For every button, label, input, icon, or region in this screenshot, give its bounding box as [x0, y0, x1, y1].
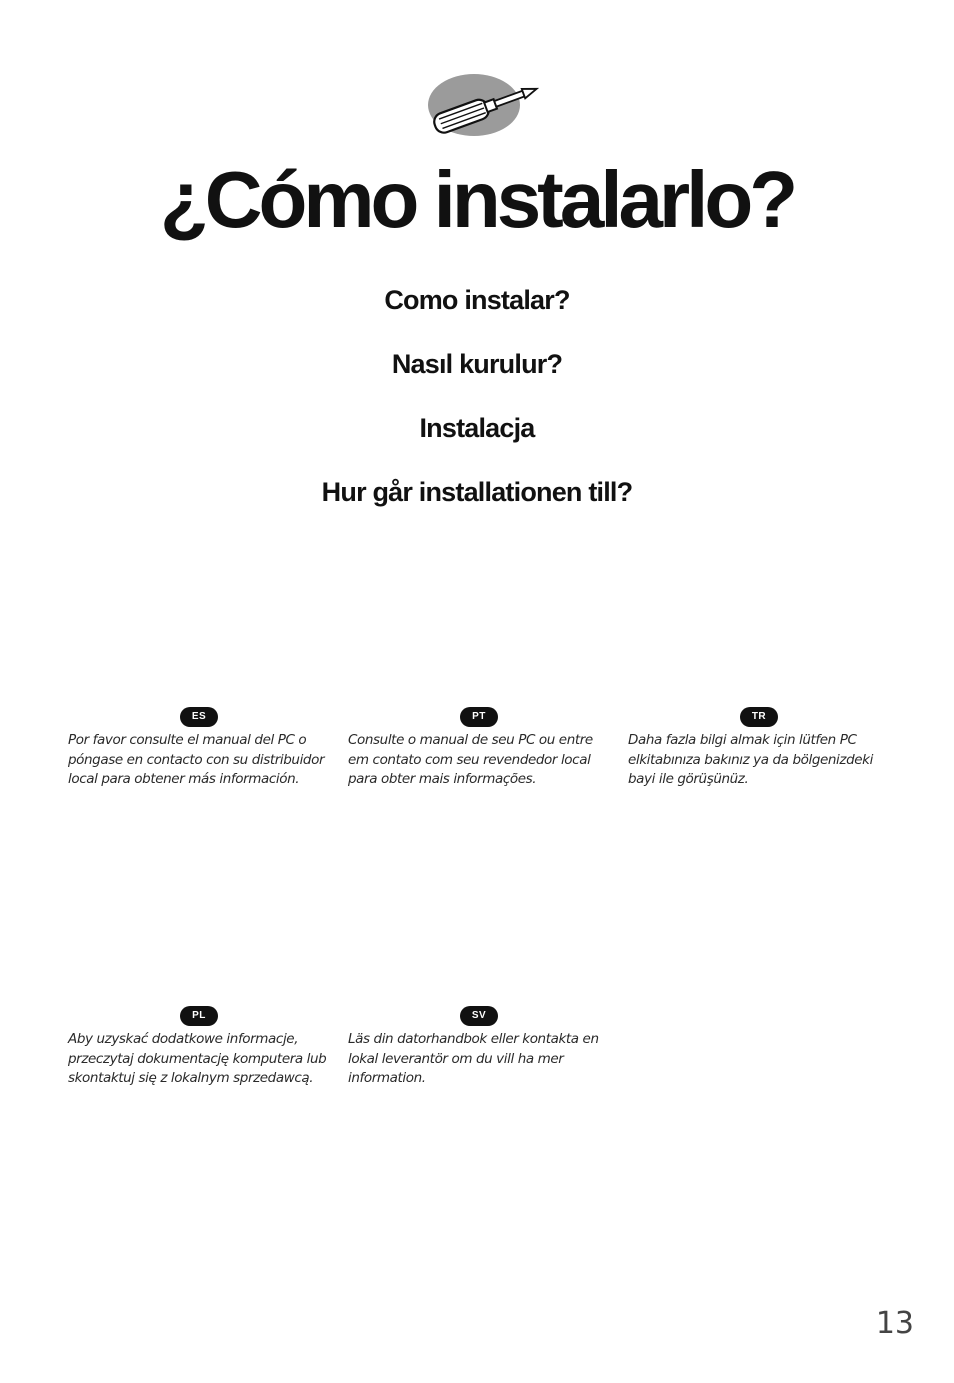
- note-pl: [68, 1006, 330, 1089]
- subtitle-tr: Nasıl kurulur?: [391, 349, 563, 379]
- language-badge: PT: [460, 707, 498, 727]
- language-badge: PL: [180, 1006, 218, 1026]
- language-badge: ES: [180, 707, 218, 727]
- subtitle-pt: Como instalar?: [384, 285, 570, 315]
- subtitle-pl: Instalacja: [419, 413, 535, 443]
- note-text: Daha fazla bilgi almak için lütfen PC elkitabınıza bakınız ya da bölgenizdeki bayi ile görüşünüz.: [628, 732, 873, 787]
- note-pt: [348, 707, 610, 790]
- page-title: ¿Cómo instalarlo?: [159, 155, 795, 244]
- note-text: Aby uzyskać dodatkowe informacje, przeczytaj dokumentację komputera lub skontaktuj się z lokalnym sprzedawcą.: [68, 1031, 327, 1086]
- subtitle-list: [0, 278, 954, 534]
- language-badge: TR: [740, 707, 778, 727]
- note-text: Por favor consulte el manual del PC o póngase en contacto con su distribuidor local para obtener más información.: [68, 732, 325, 787]
- note-sv: [348, 1006, 610, 1089]
- note-es: [68, 707, 330, 790]
- screwdriver-icon: [426, 72, 544, 138]
- language-badge: SV: [460, 1006, 498, 1026]
- subtitle-sv: Hur går installationen till?: [321, 477, 633, 507]
- note-tr: [628, 707, 890, 790]
- note-text: Läs din datorhandbok eller kontakta en lokal leverantör om du vill ha mer information.: [348, 1031, 599, 1086]
- note-text: Consulte o manual de seu PC ou entre em contato com seu revendedor local para obter mais informações.: [348, 732, 593, 787]
- page-number: 13: [875, 1306, 914, 1341]
